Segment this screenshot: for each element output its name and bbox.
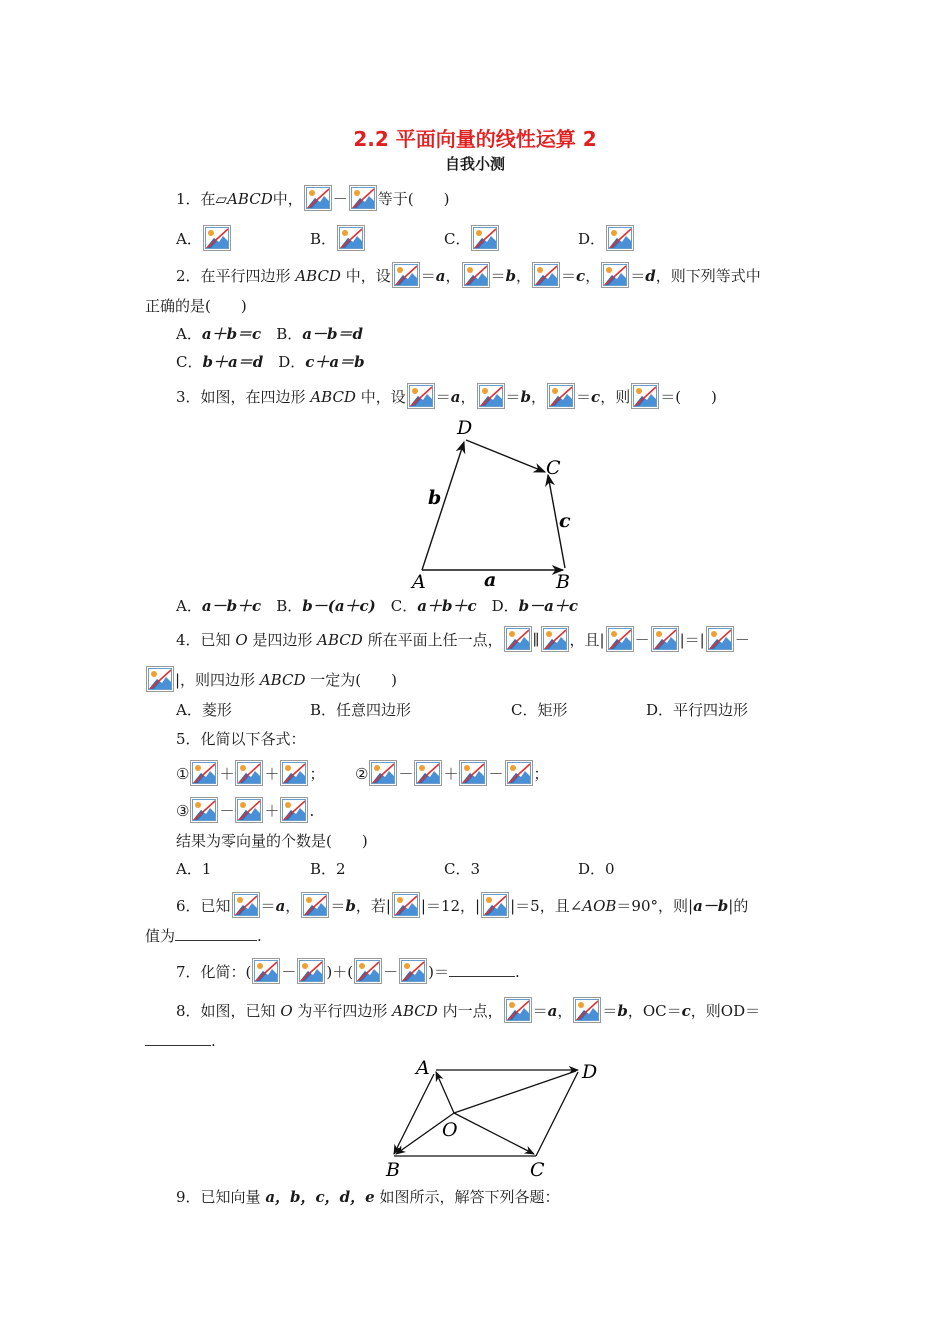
broken-image-icon — [504, 626, 532, 652]
broken-image-icon — [392, 262, 420, 288]
question-6: 6．已知 ＝a， ＝b，若| |＝12，| |＝5，且∠AOB＝90°，则|a－b|的 — [176, 892, 748, 918]
q4-option-b: B．任意四边形 — [310, 701, 412, 719]
question-9: 9．已知向量 a，b，c，d，e 如图所示，解答下列各题： — [176, 1188, 560, 1206]
q8-line-2: . — [145, 1031, 216, 1051]
broken-image-icon — [301, 892, 329, 918]
q1-option-a: A． — [176, 225, 232, 251]
q1-option-c: C． — [444, 225, 500, 251]
broken-image-icon — [471, 225, 499, 251]
broken-image-icon — [354, 958, 382, 984]
q1-option-b: B． — [310, 225, 366, 251]
point-b-label: B — [556, 571, 570, 593]
broken-image-icon — [631, 383, 659, 409]
broken-image-icon — [190, 797, 218, 823]
q5-option-d: D．0 — [578, 860, 615, 878]
cd-side — [536, 1072, 578, 1156]
broken-image-icon — [304, 185, 332, 211]
oc-arrow — [454, 1113, 534, 1154]
broken-image-icon — [573, 997, 601, 1023]
broken-image-icon — [235, 760, 263, 786]
q5-result-question: 结果为零向量的个数是( ) — [176, 832, 368, 850]
q4-option-d: D．平行四边形 — [646, 701, 749, 719]
broken-image-icon — [190, 760, 218, 786]
broken-image-icon — [505, 760, 533, 786]
q2-options-cd: C．b＋a＝d D．c＋a＝b — [176, 353, 365, 371]
broken-image-icon — [532, 262, 560, 288]
q5-expression-2: ② － ＋ － ； — [355, 760, 549, 786]
broken-image-icon — [477, 383, 505, 409]
point-c-label: C — [546, 457, 561, 479]
broken-image-icon — [392, 892, 420, 918]
label-c: c — [559, 510, 571, 532]
broken-image-icon — [349, 185, 377, 211]
point-b-label: B — [386, 1159, 400, 1181]
question-1: 1．在▱ABCD中， － 等于( ) — [176, 185, 449, 211]
vector-dc-arrow — [466, 440, 545, 472]
question-4: 4．已知 O 是四边形 ABCD 所在平面上任一点， ∥ ，且| － |＝| － — [176, 626, 750, 652]
broken-image-icon — [651, 626, 679, 652]
answer-blank[interactable] — [175, 926, 257, 941]
broken-image-icon — [146, 666, 174, 692]
broken-image-icon — [606, 626, 634, 652]
q3-options: A．a－b＋c B．b－(a＋c) C．a＋b＋c D．b－a＋c — [176, 597, 579, 615]
answer-blank[interactable] — [449, 962, 515, 977]
broken-image-icon — [481, 892, 509, 918]
question-2: 2．在平行四边形 ABCD 中，设 ＝a， ＝b， ＝c， ＝d，则下列等式中 — [176, 262, 761, 288]
broken-image-icon — [606, 225, 634, 251]
page-title: 2.2 平面向量的线性运算 2 — [353, 127, 597, 151]
broken-image-icon — [280, 760, 308, 786]
broken-image-icon — [337, 225, 365, 251]
broken-image-icon — [414, 760, 442, 786]
quadrilateral-figure — [400, 412, 600, 594]
broken-image-icon — [252, 958, 280, 984]
q5-option-b: B．2 — [310, 860, 346, 878]
broken-image-icon — [203, 225, 231, 251]
broken-image-icon — [547, 383, 575, 409]
q4-line-2: |，则四边形 ABCD 一定为( ) — [145, 666, 397, 692]
broken-image-icon — [407, 383, 435, 409]
broken-image-icon — [706, 626, 734, 652]
q4-option-a: A．菱形 — [176, 701, 232, 719]
broken-image-icon — [369, 760, 397, 786]
broken-image-icon — [541, 626, 569, 652]
label-b: b — [428, 487, 442, 509]
q5-option-c: C．3 — [444, 860, 481, 878]
page-subtitle: 自我小测 — [444, 155, 505, 173]
question-7: 7．化简：( － )＋( － )＝ . — [176, 958, 520, 984]
broken-image-icon — [459, 760, 487, 786]
oa-arrow — [436, 1072, 454, 1113]
label-a: a — [484, 569, 497, 591]
q1-option-d: D． — [578, 225, 635, 251]
answer-blank[interactable] — [145, 1031, 211, 1046]
q5-expression-1: ① ＋ ＋ ； — [176, 760, 325, 786]
broken-image-icon — [462, 262, 490, 288]
point-a-label: A — [416, 1057, 430, 1079]
broken-image-icon — [601, 262, 629, 288]
parallelogram-figure — [380, 1050, 605, 1182]
point-a-label: A — [412, 571, 426, 593]
broken-image-icon — [232, 892, 260, 918]
q4-option-c: C．矩形 — [511, 701, 568, 719]
broken-image-icon — [399, 958, 427, 984]
q5-option-a: A．1 — [176, 860, 212, 878]
broken-image-icon — [297, 958, 325, 984]
q6-line-2: 值为 . — [145, 927, 262, 945]
q2-options-ab: A．a＋b＝c B．a－b＝d — [176, 325, 363, 343]
q2-line-2: 正确的是( ) — [145, 297, 247, 315]
od-segment — [454, 1071, 576, 1113]
question-8: 8．如图，已知 O 为平行四边形 ABCD 内一点， ＝a， ＝b，OC＝c，则OD＝ — [176, 997, 760, 1023]
broken-image-icon — [280, 797, 308, 823]
question-5: 5．化简以下各式： — [176, 730, 306, 748]
point-d-label: D — [457, 417, 473, 439]
point-o-label: O — [442, 1119, 458, 1141]
question-3: 3．如图，在四边形 ABCD 中，设 ＝a， ＝b， ＝c，则 ＝( ) — [176, 383, 717, 409]
broken-image-icon — [504, 997, 532, 1023]
broken-image-icon — [235, 797, 263, 823]
point-c-label: C — [530, 1159, 545, 1181]
q5-expression-3: ③ － ＋ . — [176, 797, 314, 823]
point-d-label: D — [582, 1061, 598, 1083]
